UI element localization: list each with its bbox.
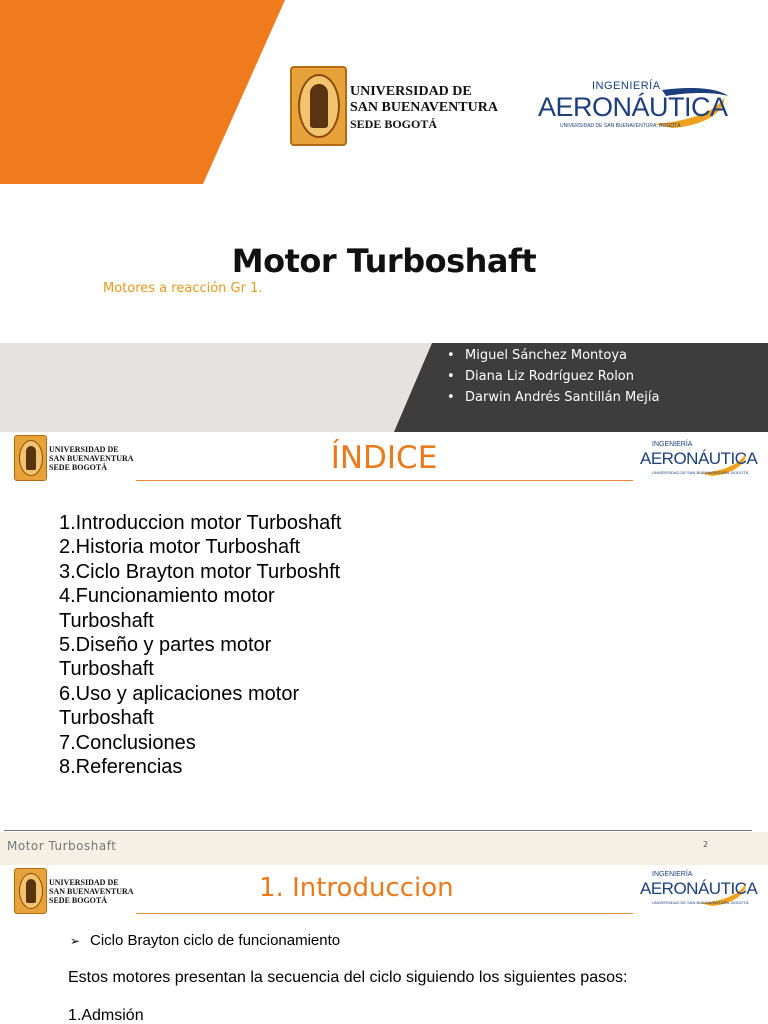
page-number: 2	[703, 840, 709, 849]
toc-item: 7.Conclusiones	[59, 731, 196, 754]
toc-item: 4.Funcionamiento motor	[59, 585, 275, 608]
toc-item: Turboshaft	[59, 658, 154, 681]
author-item: • Miguel Sánchez Montoya	[447, 348, 627, 363]
arrow-bullet-item: ➢ Ciclo Brayton ciclo de funcionamiento	[70, 932, 341, 949]
university-logo-small: UNIVERSIDAD DE SAN BUENAVENTURA SEDE BOGOTÁ	[14, 435, 139, 483]
toc-item: 3.Ciclo Brayton motor Turboshft	[59, 560, 341, 583]
arrow-bullet-icon: ➢	[70, 934, 81, 948]
orange-corner-shape	[0, 0, 300, 184]
toc-item: 2.Historia motor Turboshaft	[59, 536, 301, 559]
toc-item: Turboshaft	[59, 609, 154, 632]
author-item: • Darwin Andrés Santillán Mejía	[447, 390, 660, 405]
aeronautica-logo-small: INGENIERÍA AERONÁUTICA UNIVERSIDAD DE SAN BUENAVENTURA, BOGOTÁ	[640, 441, 758, 475]
author-list	[447, 345, 659, 408]
index-slide	[0, 432, 768, 865]
footer-title: Motor Turboshaft	[7, 839, 117, 853]
section-title: 1. Introduccion	[259, 873, 454, 903]
toc-item: 6.Uso y aplicaciones motor	[59, 682, 300, 705]
university-logo-small: UNIVERSIDAD DE SAN BUENAVENTURA SEDE BOGOTÁ	[14, 868, 139, 916]
university-name: UNIVERSIDAD DE SAN BUENAVENTURA SEDE BOGOTÁ	[350, 84, 498, 131]
presentation-title: Motor Turboshaft	[231, 242, 537, 280]
index-title: ÍNDICE	[330, 440, 438, 476]
toc-item: 1.Introduccion motor Turboshaft	[59, 512, 342, 534]
course-subtitle: Motores a reacción Gr 1.	[103, 281, 263, 296]
title-underline	[136, 480, 633, 481]
step-item: 1.Admsión	[68, 1007, 144, 1024]
aeronautica-logo-small: INGENIERÍA AERONÁUTICA UNIVERSIDAD DE SAN BUENAVENTURA, BOGOTÁ	[640, 871, 758, 905]
toc-item: 5.Diseño y partes motor	[59, 634, 272, 657]
university-logo	[290, 66, 505, 146]
toc-item: 8.Referencias	[59, 756, 183, 779]
university-crest-icon	[14, 868, 47, 914]
title-slide	[0, 0, 768, 432]
author-item: • Diana Liz Rodríguez Rolon	[447, 369, 634, 384]
body-paragraph: Estos motores presentan la secuencia del ciclo siguiendo los siguientes pasos:	[68, 969, 628, 986]
aeronautica-logo: INGENIERÍA AERONÁUTICA UNIVERSIDAD DE SAN BUENAVENTURA, BOGOTÁ	[532, 80, 732, 134]
toc-item: Turboshaft	[59, 707, 154, 730]
table-of-contents	[59, 511, 399, 779]
university-crest-icon	[290, 66, 347, 146]
introduction-slide	[0, 865, 768, 1024]
title-underline	[136, 913, 633, 914]
footer-divider	[4, 830, 752, 831]
